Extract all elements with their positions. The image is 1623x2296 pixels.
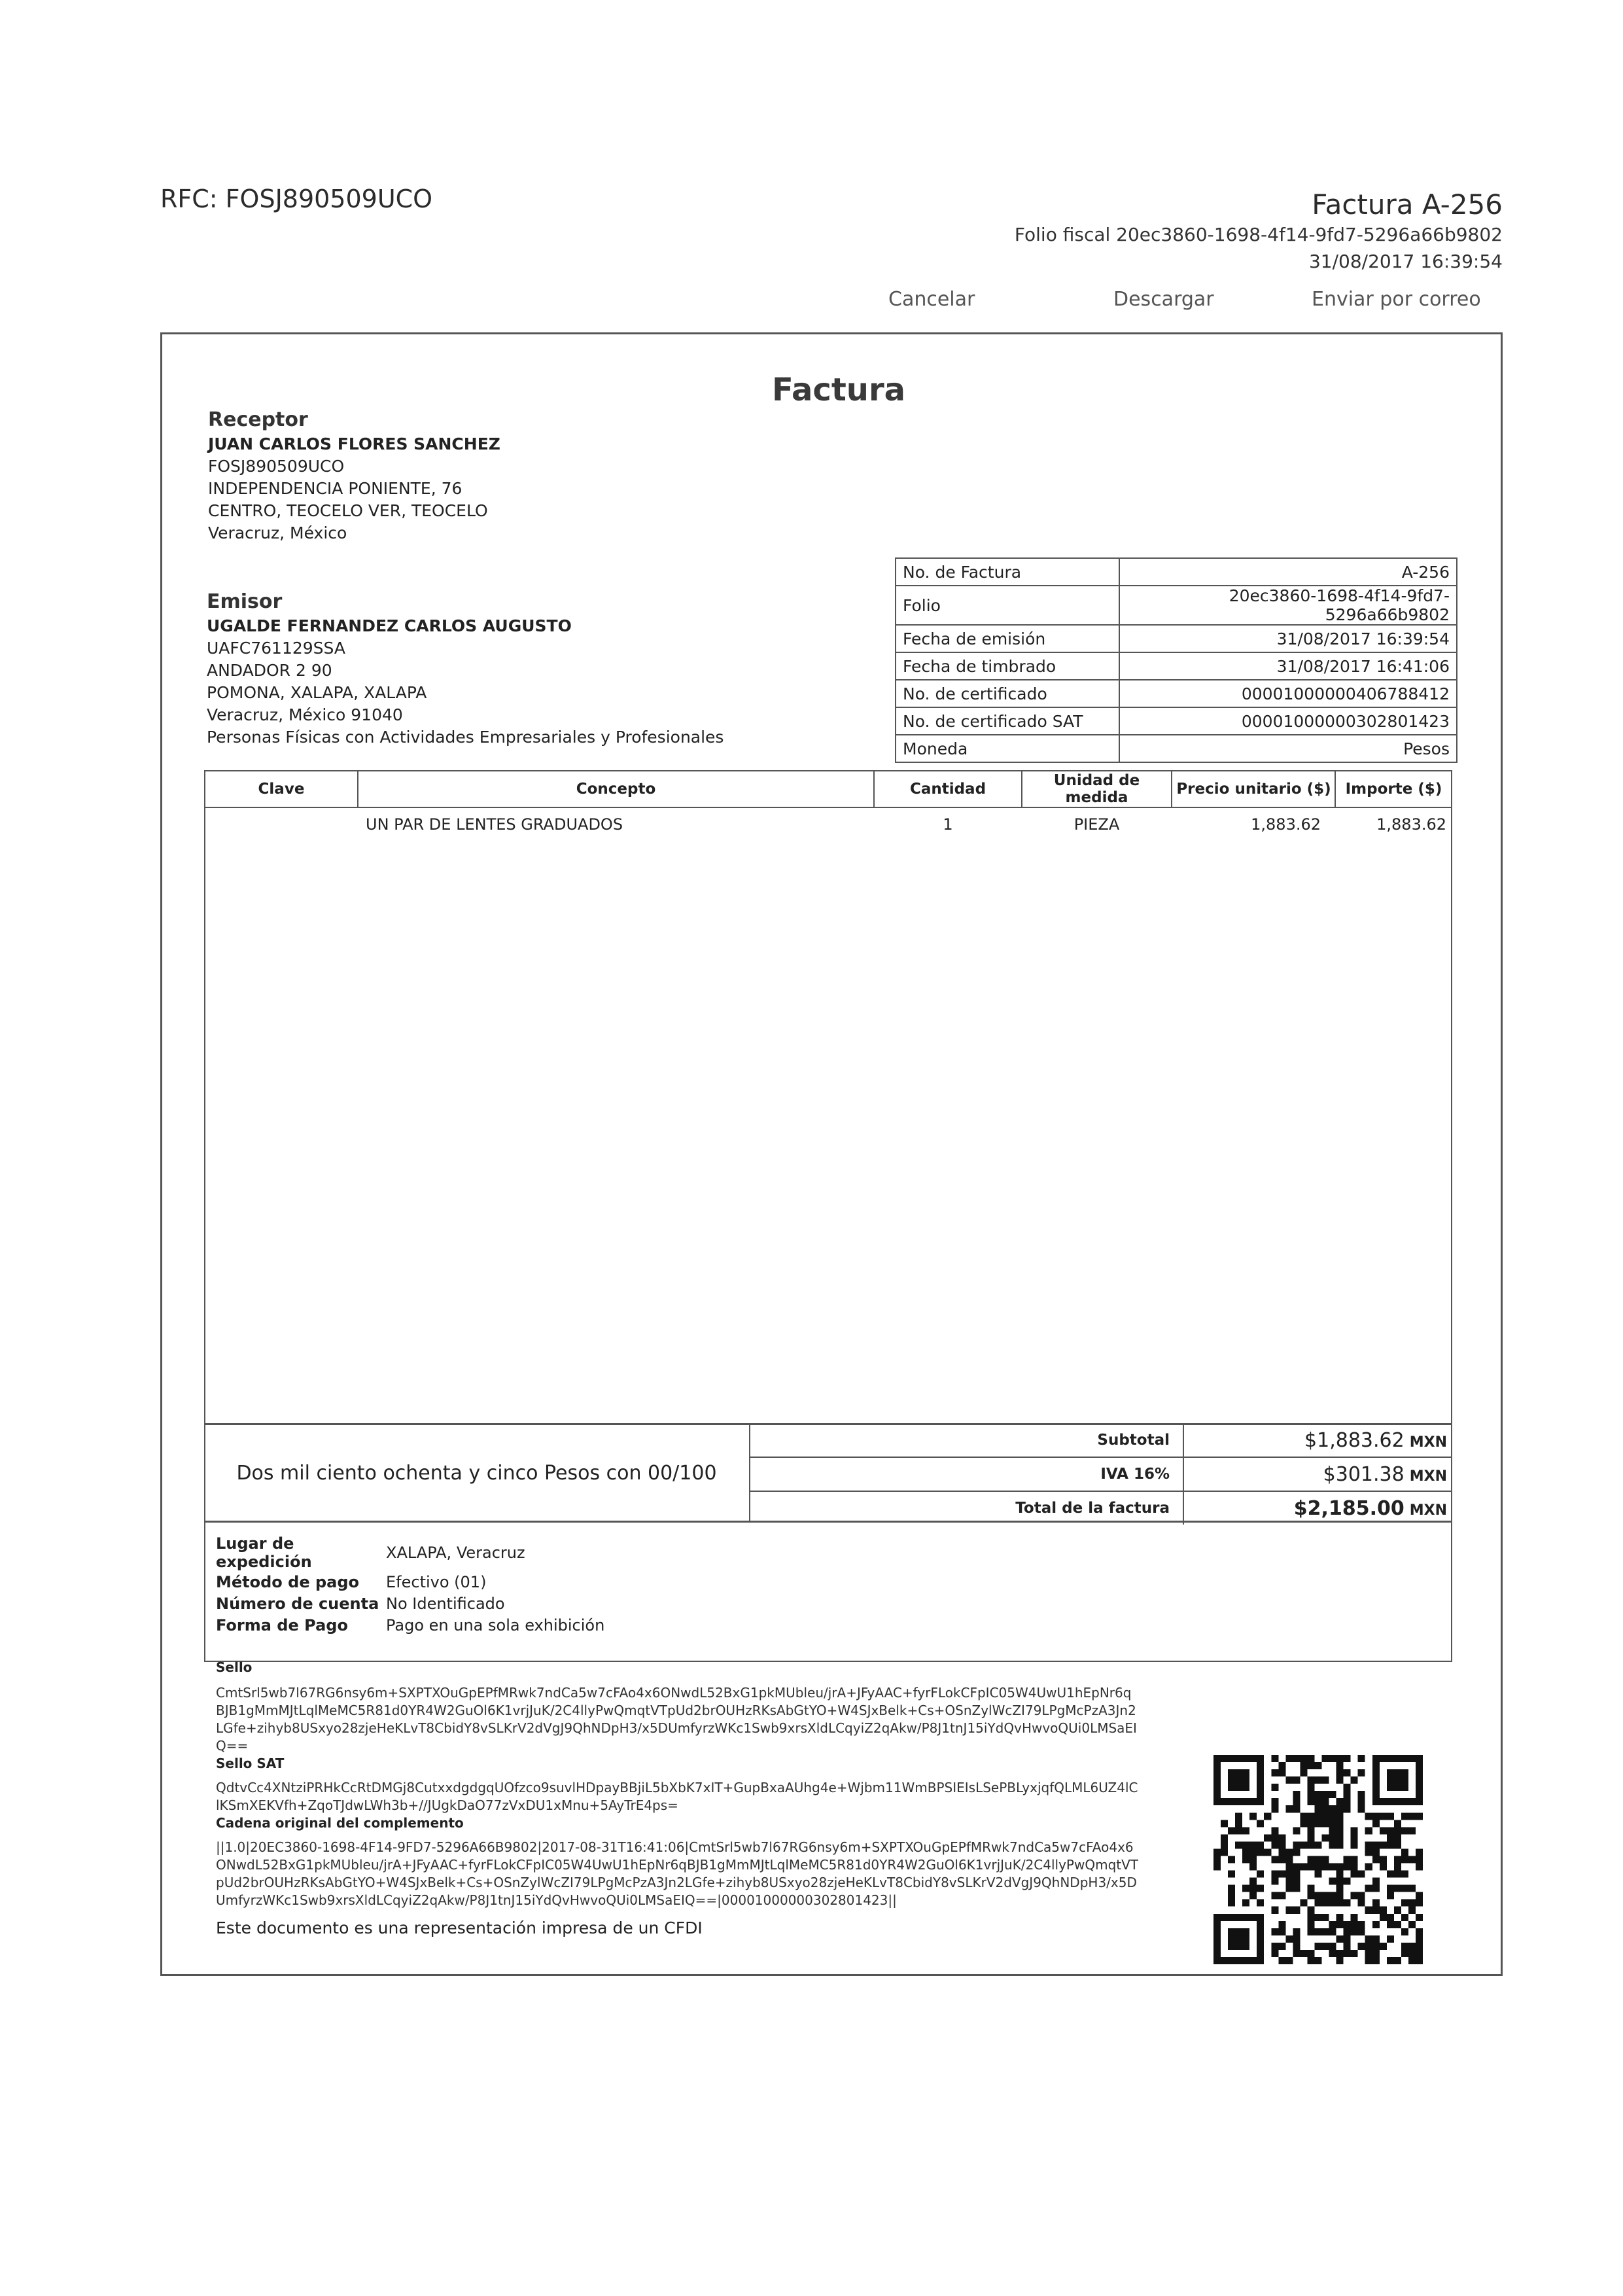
- receptor-address-3: Veracruz, México: [208, 523, 347, 542]
- receptor-address-1: INDEPENDENCIA PONIENTE, 76: [208, 479, 462, 498]
- info-label: No. de certificado: [896, 680, 1119, 707]
- cancel-link[interactable]: Cancelar: [888, 288, 975, 311]
- cadena-value: ||1.0|20EC3860-1698-4F14-9FD7-5296A66B9802|2017-08-31T16:41:06|CmtSrl5wb7l67RG6nsy6m+SXPTXOuGpEPfMRwk7ndCa5w7cFAo4x6ONwdL52BxG1pkMUbleu/jrA+JFyAAC+fyrFLokCFpIC05W4UwU1hEpNr6qBJB1gMmMJtLqlMeMC5R81d0YR4W2GuOl6K1vrjJuK/2C4llyPwQmqtVTpUd2brOUHzRKsAbGtYO+W4SJxBelk+Cs+OSnZylWcZI79LPgMcPzA3Jn2LGfe+zihyb8USxyo28zjeHeKLvT8CbidY8vSLKrV2dVgJ9QhNDpH3/x5DUmfyrzWKc1Swb9xrsXldLCqyiZ2qAkw/P8J1tnJ15iYdQvHwvoQUi0LMSaEIQ==|00001000000302801423||: [216, 1839, 1139, 1908]
- payment-value: Pago en una sola exhibición: [386, 1616, 605, 1634]
- payment-label: Número de cuenta: [216, 1594, 379, 1613]
- iva-cell: [1183, 1457, 1452, 1491]
- info-row: [896, 558, 1457, 586]
- receptor-rfc: FOSJ890509UCO: [208, 457, 345, 476]
- col-precio: Precio unitario ($): [1172, 771, 1335, 807]
- totals-table: [750, 1424, 1452, 1525]
- seal-section: [216, 1659, 1138, 1909]
- info-value: 31/08/2017 16:39:54: [1119, 625, 1457, 652]
- info-value: 00001000000302801423: [1119, 707, 1457, 735]
- cell-importe: 1,883.62: [1376, 815, 1446, 834]
- payment-row: [216, 1534, 604, 1571]
- info-value: 31/08/2017 16:41:06: [1119, 652, 1457, 680]
- cadena-label: Cadena original del complemento: [216, 1815, 464, 1831]
- sello-value: CmtSrl5wb7l67RG6nsy6m+SXPTXOuGpEPfMRwk7ndCa5w7cFAo4x6ONwdL52BxG1pkMUbleu/jrA+JFyAAC+fyrFLokCFpIC05W4UwU1hEpNr6qBJB1gMmMJtLqlMeMC5R81d0YR4W2GuOl6K1vrjJuK/2C4llyPwQmqtVTpUd2brOUHzRKsAbGtYO+W4SJxBelk+Cs+OSnZylWcZI79LPgMcPzA3Jn2LGfe+zihyb8USxyo28zjeHeKLvT8CbidY8vSLKrV2dVgJ9QhNDpH3/x5DUmfyrzWKc1Swb9xrsXldLCqyiZ2qAkw/P8J1tnJ15iYdQvHwvoQUi0LMSaEIQ==: [216, 1685, 1137, 1754]
- items-table: [204, 770, 1452, 841]
- info-row: [896, 586, 1457, 625]
- items-header-row: [205, 771, 1452, 807]
- info-row: [896, 680, 1457, 707]
- info-row: [896, 652, 1457, 680]
- currency-label: MXN: [1409, 1434, 1447, 1451]
- send-email-link[interactable]: Enviar por correo: [1312, 288, 1481, 311]
- invoice-number-header: Factura A-256: [1312, 188, 1503, 221]
- table-row: [205, 807, 1452, 841]
- payment-label: Método de pago: [216, 1572, 359, 1591]
- sello-sat-label: Sello SAT: [216, 1756, 285, 1771]
- cell-concepto: UN PAR DE LENTES GRADUADOS: [366, 815, 623, 834]
- payment-value: Efectivo (01): [386, 1572, 487, 1591]
- payment-label: Lugar de expedición: [216, 1534, 312, 1571]
- info-row: [896, 735, 1457, 762]
- amount-in-words: Dos mil ciento ochenta y cinco Pesos con 00/100: [204, 1424, 750, 1522]
- items-box: [204, 770, 1452, 1424]
- subtotal-label: Subtotal: [750, 1424, 1183, 1457]
- payment-value: No Identificado: [386, 1594, 505, 1613]
- info-label: Fecha de emisión: [896, 625, 1119, 652]
- total-row: [750, 1491, 1452, 1525]
- cfdi-note: Este documento es una representación impresa de un CFDI: [216, 1918, 703, 1937]
- info-row: [896, 707, 1457, 735]
- payment-row: [216, 1571, 604, 1593]
- col-concepto: Concepto: [358, 771, 874, 807]
- iva-value: $301.38: [1323, 1462, 1405, 1486]
- subtotal-row: [750, 1424, 1452, 1457]
- emisor-rfc: UAFC761129SSA: [207, 639, 345, 658]
- info-label: Folio: [896, 586, 1119, 625]
- payment-value: XALAPA, Veracruz: [386, 1544, 525, 1562]
- col-cantidad: Cantidad: [874, 771, 1022, 807]
- total-cell: [1183, 1491, 1452, 1525]
- info-label: No. de certificado SAT: [896, 707, 1119, 735]
- document-title: Factura: [772, 372, 905, 408]
- invoice-info-table: [895, 557, 1457, 763]
- subtotal-value: $1,883.62: [1304, 1428, 1405, 1452]
- currency-label: MXN: [1409, 1502, 1447, 1519]
- payment-row: [216, 1593, 604, 1614]
- info-value: A-256: [1119, 558, 1457, 586]
- emisor-address-1: ANDADOR 2 90: [207, 661, 332, 680]
- col-unidad: Unidad de medida: [1022, 771, 1172, 807]
- payment-label: Forma de Pago: [216, 1616, 348, 1634]
- receptor-address-2: CENTRO, TEOCELO VER, TEOCELO: [208, 501, 488, 520]
- cell-clave: [205, 807, 358, 841]
- info-label: Moneda: [896, 735, 1119, 762]
- emisor-block: [207, 589, 724, 749]
- cell-cantidad: 1: [943, 815, 953, 834]
- receptor-block: [208, 407, 500, 544]
- sello-label: Sello: [216, 1659, 253, 1675]
- info-value: 20ec3860-1698-4f14-9fd7-5296a66b9802: [1119, 586, 1457, 625]
- col-clave: Clave: [205, 771, 358, 807]
- receptor-name: JUAN CARLOS FLORES SANCHEZ: [208, 434, 500, 453]
- iva-row: [750, 1457, 1452, 1491]
- currency-label: MXN: [1409, 1468, 1447, 1485]
- iva-label: IVA 16%: [750, 1457, 1183, 1491]
- info-label: No. de Factura: [896, 558, 1119, 586]
- emisor-regimen: Personas Físicas con Actividades Empresariales y Profesionales: [207, 728, 724, 747]
- info-value: 00001000000406788412: [1119, 680, 1457, 707]
- payment-table: [216, 1534, 604, 1636]
- receptor-heading: Receptor: [208, 408, 308, 431]
- subtotal-cell: [1183, 1424, 1452, 1457]
- qr-code-icon: [1213, 1755, 1423, 1964]
- emisor-heading: Emisor: [207, 590, 283, 613]
- cell-precio: 1,883.62: [1251, 815, 1321, 834]
- info-label: Fecha de timbrado: [896, 652, 1119, 680]
- cell-unidad: PIEZA: [1073, 815, 1120, 834]
- payment-row: [216, 1614, 604, 1636]
- folio-fiscal-header: Folio fiscal 20ec3860-1698-4f14-9fd7-5296a66b9802: [1014, 224, 1503, 245]
- emisor-name: UGALDE FERNANDEZ CARLOS AUGUSTO: [207, 616, 572, 635]
- sello-sat-value: QdtvCc4XNtziPRHkCcRtDMGj8CutxxdgdgqUOfzco9suvlHDpayBBjiL5bXbK7xIT+GupBxaAUhg4e+Wjbm11WmBPSIEIsLSePBLyxjqfQLML6UZ4lClKSmXEKVfh+ZqoTJdwLWh3b+//JUgkDaO77zVxDU1xMnu+5AyTrE4ps=: [216, 1780, 1138, 1813]
- rfc-header: RFC: FOSJ890509UCO: [160, 185, 433, 213]
- date-header: 31/08/2017 16:39:54: [1308, 251, 1503, 272]
- total-value: $2,185.00: [1293, 1496, 1405, 1520]
- emisor-address-2: POMONA, XALAPA, XALAPA: [207, 683, 427, 702]
- total-label: Total de la factura: [1015, 1500, 1170, 1517]
- col-importe: Importe ($): [1335, 771, 1452, 807]
- info-value: Pesos: [1119, 735, 1457, 762]
- download-link[interactable]: Descargar: [1113, 288, 1214, 311]
- emisor-address-3: Veracruz, México 91040: [207, 705, 403, 724]
- info-row: [896, 625, 1457, 652]
